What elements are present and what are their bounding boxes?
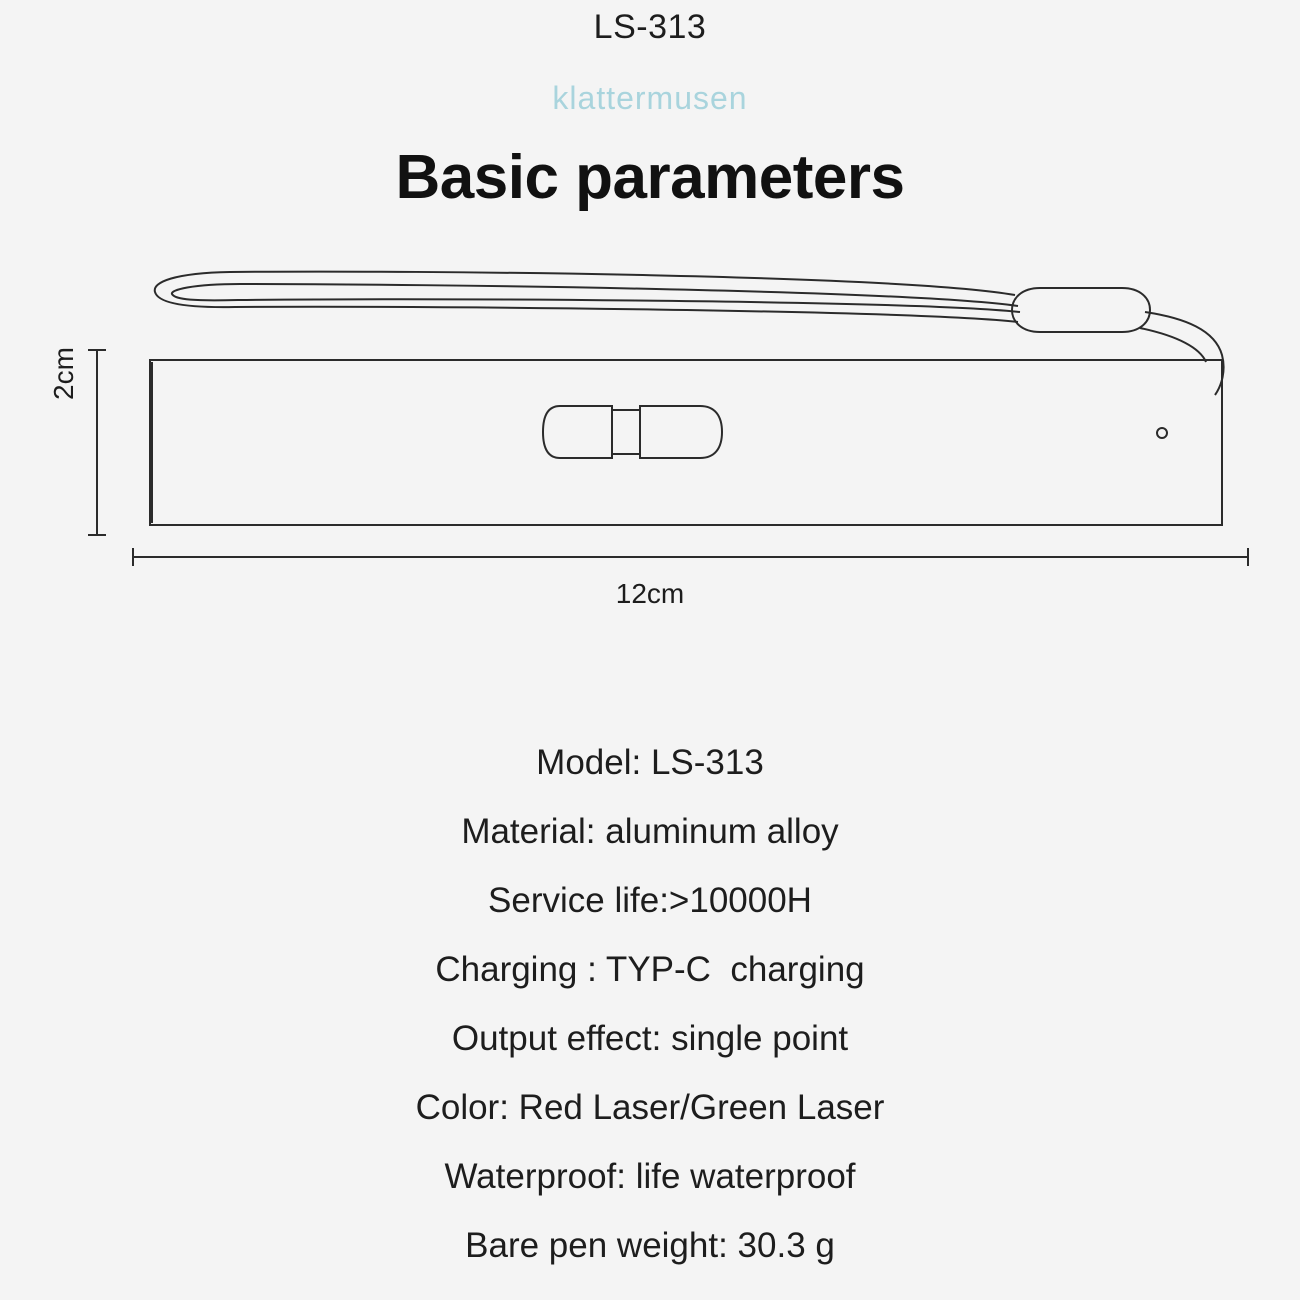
specification-list xyxy=(0,728,1300,1280)
spec-item-service-life: Service life:>10000H xyxy=(488,881,812,920)
spec-item-charging: Charging : TYP-C charging xyxy=(435,950,865,989)
spec-item-material: Material: aluminum alloy xyxy=(461,812,839,851)
brand-name: klattermusen xyxy=(552,80,748,116)
dimension-label-height: 2cm xyxy=(48,347,79,400)
spec-item-color: Color: Red Laser/Green Laser xyxy=(415,1088,885,1127)
spec-item-output-effect: Output effect: single point xyxy=(451,1019,849,1058)
page-model-code: LS-313 xyxy=(593,8,707,46)
spec-item-model: Model: LS-313 xyxy=(536,743,764,782)
product-dimension-diagram xyxy=(0,250,1300,630)
dimension-label-width: 12cm xyxy=(615,578,685,609)
spec-item-waterproof: Waterproof: life waterproof xyxy=(444,1157,856,1196)
page-title: Basic parameters xyxy=(395,143,905,212)
spec-item-weight: Bare pen weight: 30.3 g xyxy=(465,1226,835,1265)
